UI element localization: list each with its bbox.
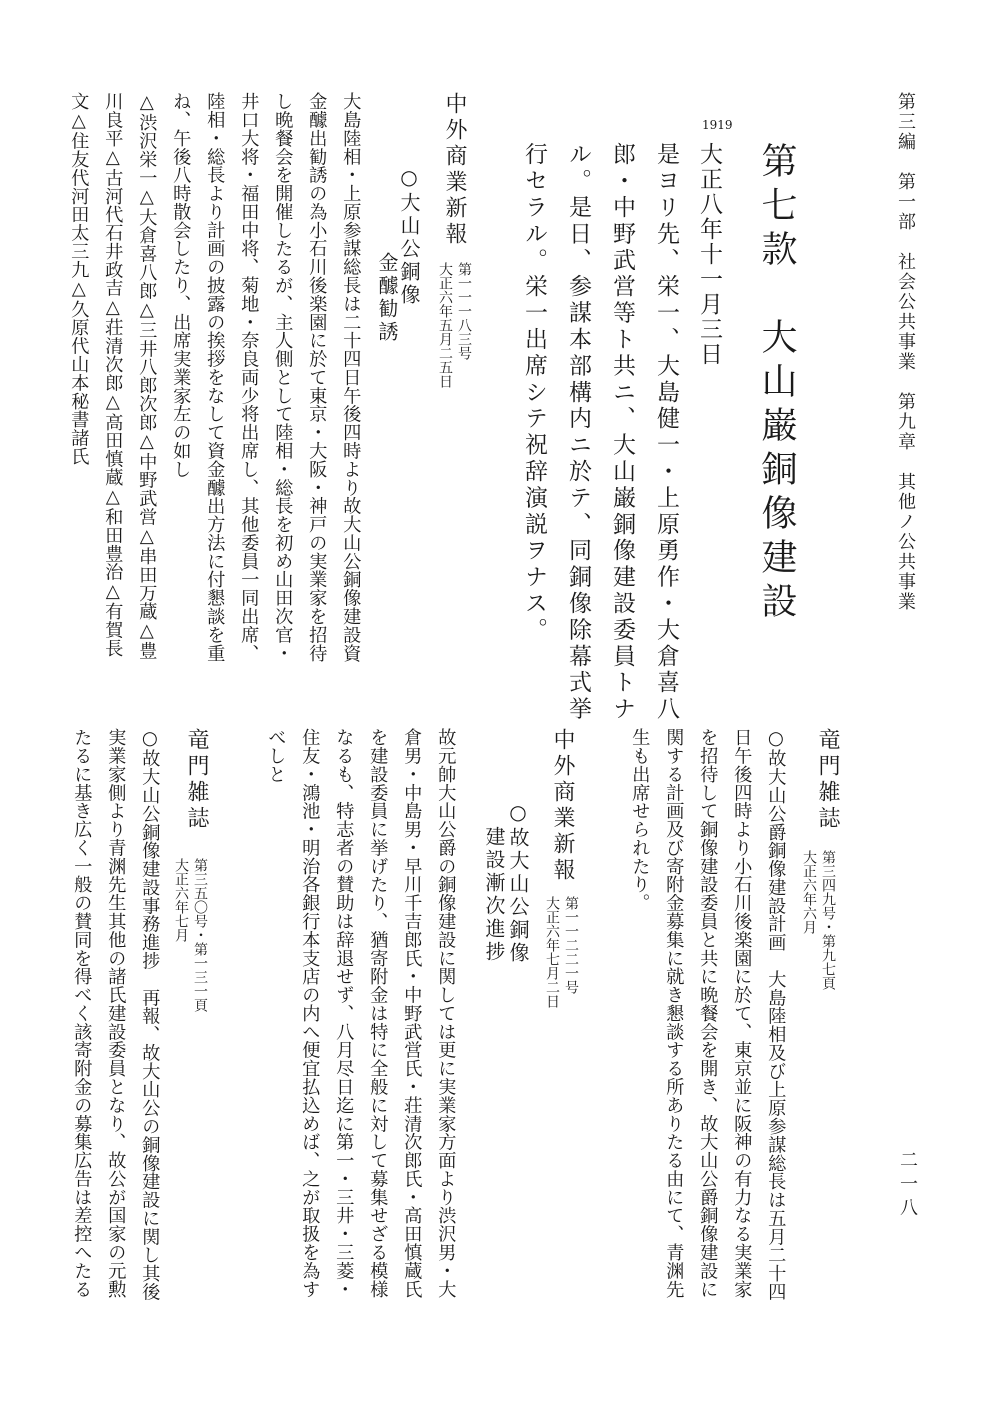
body-line: ○故大山公爵銅像建設計画 大島陸相及び上原参謀総長は五月二十四 (765, 728, 787, 1301)
article-heading: ○故大山公銅像 (506, 800, 530, 965)
source-title: 中外商業新報 (550, 728, 575, 884)
body-line: を建設委員に挙げたり、猶寄附金は特に全般に対して募集せざる模様 (367, 728, 389, 1299)
source-title: 中外商業新報 (442, 92, 467, 248)
source-ref-date: 大正六年六月 (801, 850, 817, 934)
paragraph-line: 郎・中野武営等ト共ニ、大山巌銅像建設委員トナ (609, 142, 635, 723)
source-ref: 第一一一八三号 (456, 262, 472, 360)
body-line: なるも、特志者の賛助は辞退せず、八月尽日迄に第一・三井・三菱・ (333, 728, 355, 1299)
body-line: 日午後四時より小石川後楽園に於て、東京並に阪神の有力なる実業家 (731, 728, 753, 1299)
source-ref: 第三五〇号・第一三一頁 (192, 858, 208, 1012)
body-line: たるに基き広く一般の賛同を得べく該寄附金の募集広告は差控へたる (71, 728, 93, 1299)
body-line: 文△住友代河田太三九△久原代山本秘書諸氏 (68, 92, 90, 466)
source-ref-date: 大正六年七月 (173, 858, 189, 942)
body-line: 大島陸相・上原参謀総長は二十四日午後四時より故大山公銅像建設資 (340, 92, 362, 663)
paragraph-line: 是ヨリ先、栄一、大島健一・上原勇作・大倉喜八 (653, 142, 679, 723)
body-line: 倉男・中島男・早川千吉郎氏・中野武営氏・荘清次郎氏・高田慎蔵氏 (401, 728, 423, 1299)
body-line: 陸相・総長より計画の披露の挨拶をなして資金醵出方法に付懇談を重 (204, 92, 226, 663)
body-line: ね、午後八時散会したり、出席実業家左の如し (170, 92, 192, 479)
page-number: 二一八 (897, 1150, 918, 1222)
year-note: 1919 (702, 118, 733, 132)
article-heading-sub: 建設漸次進捗 (482, 826, 506, 964)
body-line: 関する計画及び寄附金募集に就き懇談する所ありたる由にて、青渊先 (663, 728, 685, 1299)
body-line: を招待して銅像建設委員と共に晩餐会を開き、故大山公爵銅像建設に (697, 728, 719, 1299)
running-head: 第三編 第一部 社会公共事業 第九章 其他ノ公共事業 (895, 92, 916, 612)
body-line: 実業家側より青渊先生其他の諸氏建設委員となり、故公が国家の元勲 (105, 728, 127, 1299)
paragraph-line: 行セラル。栄一出席シテ祝辞演説ヲナス。 (521, 142, 547, 644)
body-line: 生も出席せられたり。 (629, 728, 651, 912)
source-ref-date: 大正六年七月二日 (544, 896, 560, 1008)
source-title: 竜門雑誌 (815, 728, 840, 832)
source-ref-date: 大正六年五月二五日 (437, 262, 453, 388)
section-date: 大正八年十一月三日 (696, 142, 722, 367)
source-title: 竜門雑誌 (184, 728, 209, 832)
article-heading: ○大山公銅像 (397, 165, 421, 307)
body-line: し晩餐会を開催したるが、主人側として陸相・総長を初め山田次官・ (272, 92, 294, 663)
body-line: 井口大将・福田中将、菊地・奈良両少将出席し、其他委員一同出席、 (238, 92, 260, 663)
body-line: 川良平△古河代石井政吉△荘清次郎△高田慎蔵△和田豊治△有賀長 (102, 92, 124, 658)
article-heading-sub: 金醵勧誘 (375, 252, 399, 344)
body-line: 住友・鴻池・明治各銀行本支店の内へ便宜払込めば、之が取扱を為す (299, 728, 321, 1299)
section-title: 第七款 大山巌銅像建設 (756, 142, 797, 626)
body-line: ○故大山公銅像建設事務進捗 再報、故大山公の銅像建設に関し其後 (139, 728, 161, 1301)
paragraph-line: ル。是日、参謀本部構内ニ於テ、同銅像除幕式挙 (565, 142, 591, 723)
source-ref: 第一一二二一号 (563, 896, 579, 994)
source-ref: 第三四九号・第九七頁 (820, 850, 836, 990)
body-line: べしと (265, 728, 287, 784)
body-line: △渋沢栄一△大倉喜八郎△三井八郎次郎△中野武営△串田万蔵△豊 (136, 92, 158, 660)
body-line: 故元帥大山公爵の銅像建設に関しては更に実業家方面より渋沢男・大 (435, 728, 457, 1299)
body-line: 金醵出勧誘の為小石川後楽園に於て東京・大阪・神戸の実業家を招待 (306, 92, 328, 663)
